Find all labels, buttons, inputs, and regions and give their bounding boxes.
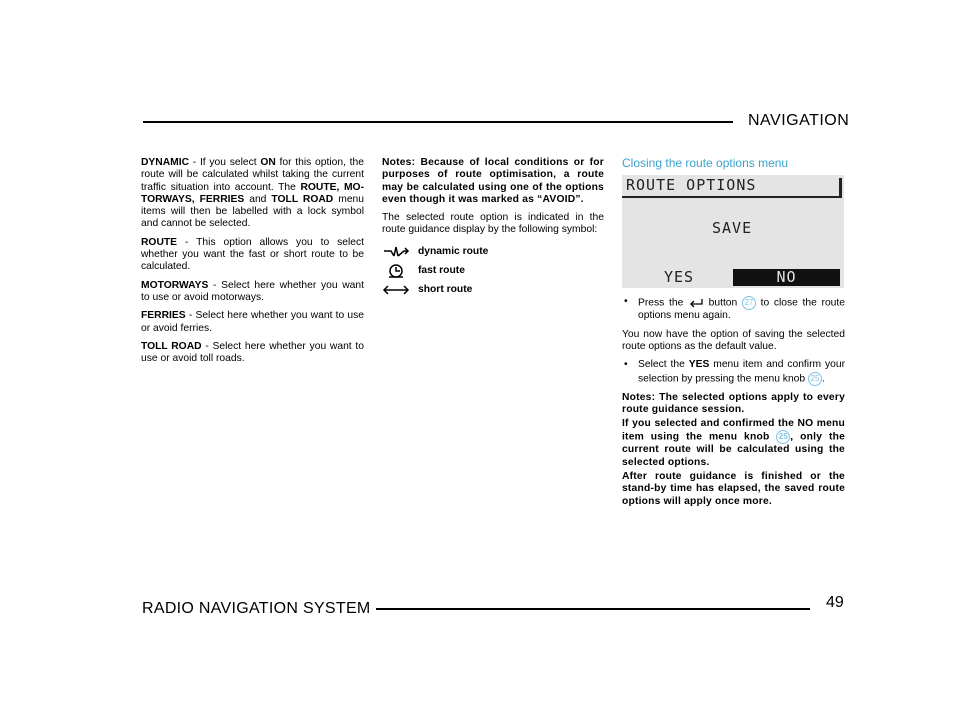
screen-save-prompt: SAVE <box>712 219 753 238</box>
paragraph-toll-road: TOLL ROAD - Select here whether you want to use or avoid toll roads. <box>141 340 364 365</box>
note-after-guidance: After route guidance is finished or the stand-by time has elapsed, the saved route options will apply once more. <box>622 471 845 507</box>
bullet-press-button: • Press the button 27 to close the route options menu again. <box>622 296 845 322</box>
route-options-screen <box>622 175 844 288</box>
reference-number-25: 25 <box>776 430 790 444</box>
column-right <box>622 157 845 514</box>
symbol-row-fast <box>382 262 604 281</box>
fast-route-clock-icon <box>382 263 410 279</box>
screen-heading: ROUTE OPTIONS <box>626 176 757 195</box>
section-title: Closing the route options menu <box>622 156 789 170</box>
screen-heading-rule <box>622 196 842 198</box>
column-left <box>141 157 364 371</box>
symbol-row-dynamic <box>382 243 604 262</box>
note-avoid: Notes: Because of local conditions or for purposes of route optimisation, a route may be calculated using one of the options even though it was marked as “AVOID”. <box>382 157 604 205</box>
symbol-row-short <box>382 281 604 300</box>
symbol-label: dynamic route <box>418 246 489 258</box>
paragraph-dynamic: DYNAMIC - If you select ON for this option, the route will be calculated whilst taking the current traffic situation into account. The ROUTE, MO-TORWAYS, FERRIES and TOLL ROAD menu items will then be labelled with a lock symbol and cannot be selected. <box>141 157 365 230</box>
paragraph-route: ROUTE - This option allows you to select whether you want the fast or short route to be calculated. <box>141 236 364 273</box>
paragraph-motorways: MOTORWAYS - Select here whether you want to use or avoid motorways. <box>141 279 364 303</box>
paragraph-save-option: You now have the option of saving the selected route options as the default value. <box>622 328 845 352</box>
note-no-selected: If you selected and confirmed the NO menu item using the menu knob 25 , only the current route will be calculated using the selected options. <box>622 418 845 468</box>
paragraph-ferries: FERRIES - Select here whether you want to use or avoid ferries. <box>141 310 364 334</box>
bullet-select-yes: • Select the YES menu item and confirm your selection by pressing the menu knob 25 . <box>622 359 845 385</box>
screen-no-option-selected: NO <box>733 269 840 286</box>
page-number: 49 <box>826 594 844 611</box>
screen-heading-bar <box>839 178 842 197</box>
short-route-arrow-icon <box>382 282 410 298</box>
reference-number-25: 25 <box>808 372 822 386</box>
symbol-label: short route <box>418 284 473 296</box>
header-rule <box>143 121 733 123</box>
reference-number-27: 27 <box>742 296 756 310</box>
return-button-icon <box>688 298 704 308</box>
note-apply-every: Notes: The selected options apply to every route guidance session. <box>622 391 845 415</box>
footer-rule <box>376 608 810 610</box>
screen-yes-option: YES <box>664 268 695 287</box>
column-middle <box>382 157 604 300</box>
symbol-label: fast route <box>418 265 465 277</box>
section-header: NAVIGATION <box>748 112 850 129</box>
symbol-intro: The selected route option is indicated in the route guidance display by the following symbol: <box>382 212 604 236</box>
footer-title: RADIO NAVIGATION SYSTEM <box>142 600 371 617</box>
dynamic-route-icon <box>382 244 410 260</box>
